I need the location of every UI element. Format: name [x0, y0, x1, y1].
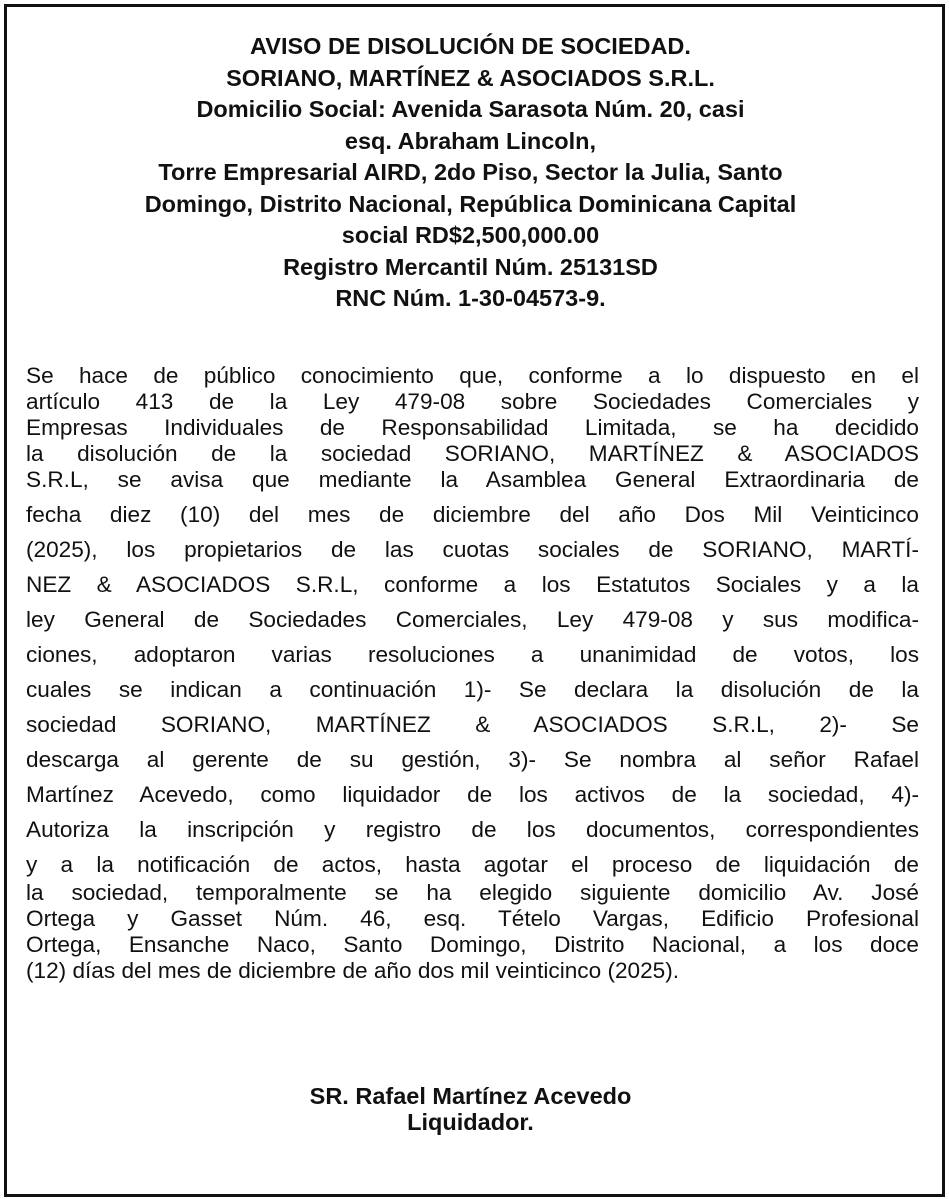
body-line: Ortega, Ensanche Naco, Santo Domingo, Distrito Nacional, a los doce: [26, 932, 919, 957]
heading-line: Domicilio Social: Avenida Sarasota Núm. 20, casi: [196, 96, 745, 122]
signature-name: SR. Rafael Martínez Acevedo: [309, 1083, 632, 1109]
heading-line: AVISO DE DISOLUCIÓN DE SOCIEDAD.: [250, 33, 691, 59]
heading-line: RNC Núm. 1-30-04573-9.: [335, 285, 606, 311]
body-line: (2025), los propietarios de las cuotas sociales de SORIANO, MARTÍ-: [26, 537, 919, 562]
heading-line: social RD$2,500,000.00: [341, 222, 600, 248]
heading-line: Registro Mercantil Núm. 25131SD: [283, 253, 658, 280]
body-line: ciones, adoptaron varias resoluciones a unanimidad de votos, los: [26, 642, 919, 667]
body-line: Ortega y Gasset Núm. 46, esq. Tételo Vargas, Edificio Profesional: [26, 906, 919, 931]
body-line: artículo 413 de la Ley 479-08 sobre Sociedades Comerciales y: [26, 389, 919, 414]
body-line: y a la notificación de actos, hasta agotar el proceso de liquidación de: [26, 852, 919, 877]
body-line: Autoriza la inscripción y registro de los documentos, correspondientes: [26, 817, 919, 842]
heading-line: SORIANO, MARTÍNEZ & ASOCIADOS S.R.L.: [226, 64, 715, 91]
body-line: Empresas Individuales de Responsabilidad Limitada, se ha decidido: [26, 415, 919, 440]
notice-heading: [0, 31, 941, 315]
body-line: NEZ & ASOCIADOS S.R.L, conforme a los Estatutos Sociales y a la: [26, 572, 919, 597]
heading-line: Domingo, Distrito Nacional, República Dominicana Capital: [144, 190, 797, 217]
signature-block: [0, 1083, 941, 1135]
body-line: ley General de Sociedades Comerciales, Ley 479-08 y sus modifica-: [26, 607, 919, 632]
body-line: Se hace de público conocimiento que, conforme a lo dispuesto en el: [26, 363, 919, 388]
body-line: sociedad SORIANO, MARTÍNEZ & ASOCIADOS S.R.L, 2)- Se: [26, 712, 919, 737]
body-line: la disolución de la sociedad SORIANO, MARTÍNEZ & ASOCIADOS: [26, 441, 919, 466]
body-line: fecha diez (10) del mes de diciembre del año Dos Mil Veinticinco: [26, 502, 919, 527]
heading-line: esq. Abraham Lincoln,: [344, 127, 597, 154]
body-line: (12) días del mes de diciembre de año dos mil veinticinco (2025).: [26, 958, 680, 983]
body-line: Martínez Acevedo, como liquidador de los activos de la sociedad, 4)-: [26, 782, 919, 807]
body-line: S.R.L, se avisa que mediante la Asamblea General Extraordinaria de: [26, 467, 919, 492]
body-line: la sociedad, temporalmente se ha elegido siguiente domicilio Av. José: [26, 880, 919, 905]
heading-line: Torre Empresarial AIRD, 2do Piso, Sector la Julia, Santo: [158, 159, 783, 185]
body-line: descarga al gerente de su gestión, 3)- Se nombra al señor Rafael: [26, 747, 919, 772]
signature-role: Liquidador.: [407, 1109, 534, 1135]
body-line: cuales se indican a continuación 1)- Se declara la disolución de la: [26, 677, 919, 702]
